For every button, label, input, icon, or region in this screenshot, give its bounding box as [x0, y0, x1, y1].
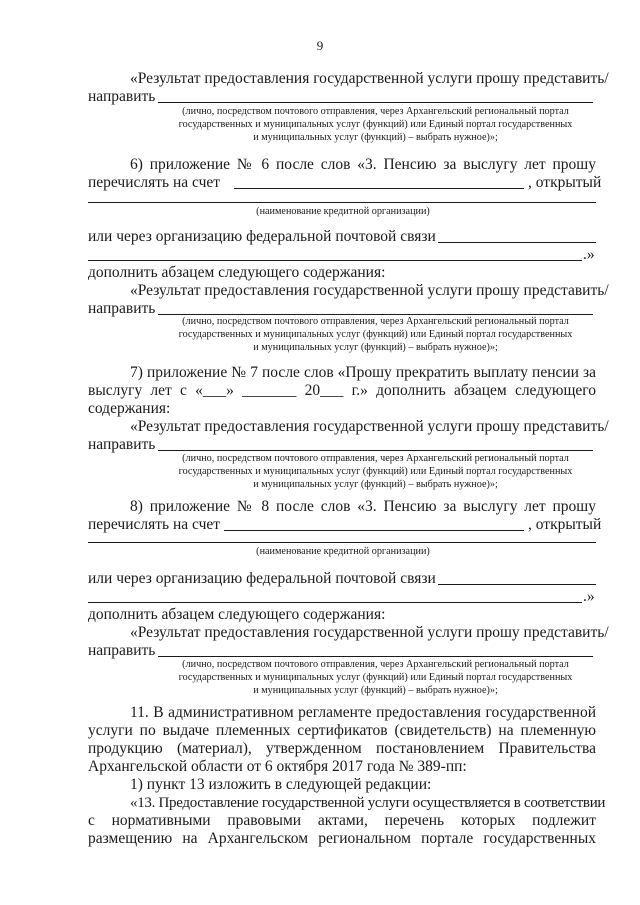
method-note-3: и муниципальных услуг (функций) – выбрать нужное)»; [253, 132, 498, 143]
item7-line-3: содержания: [88, 400, 171, 417]
result-line-2-label: направить [88, 88, 156, 105]
bank-note: (наименование кредитной организации) [256, 206, 430, 217]
method-note-3: и муниципальных услуг (функций) – выбрать нужное)»; [253, 342, 498, 353]
fill-line [158, 656, 593, 657]
account-fill-line [224, 530, 524, 531]
method-note-2: государственных и муниципальных услуг (функций) или Единый портал государственных [178, 329, 573, 340]
item6-line-2-start: перечислять на счет [88, 174, 221, 191]
method-note-3: и муниципальных услуг (функций) – выбрать нужное)»; [253, 685, 498, 696]
item8-line-2-start: перечислять на счет [88, 516, 221, 533]
bank-fill-line [88, 542, 596, 543]
result-line-1: «Результат предоставления государственной услуги прошу представить/ [130, 418, 609, 435]
post-fill-line-2 [88, 602, 582, 603]
add-paragraph: дополнить абзацем следующего содержания: [88, 606, 386, 623]
bank-fill-line [88, 202, 596, 203]
page-number: 9 [316, 38, 324, 53]
result-line-1: «Результат предоставления государственной услуги прошу представить/ [130, 624, 609, 641]
item8-line-1: 8) приложение № 8 после слов «3. Пенсию за выслугу лет прошу [130, 498, 596, 515]
item7-line-1: 7) приложение № 7 после слов «Прошу прекратить выплату пенсии за [130, 364, 596, 381]
method-note-2: государственных и муниципальных услуг (функций) или Единый портал государственных [178, 466, 573, 477]
item11-line-7: с нормативными правовыми актами, перечень которых подлежит [88, 812, 596, 829]
method-note-2: государственных и муниципальных услуг (функций) или Единый портал государственных [178, 672, 573, 683]
closing-quote: .» [583, 246, 595, 263]
add-paragraph: дополнить абзацем следующего содержания: [88, 264, 386, 281]
result-line-2-label: направить [88, 436, 156, 453]
item7-line-2: выслугу лет с «___» _______ 20___ г.» дополнить абзацем следующего [88, 382, 596, 399]
method-note-1: (лично, посредством почтового отправления, через Архангельский региональный портал [182, 316, 569, 327]
post-fill-line-2 [88, 260, 582, 261]
item11-line-2: услуги по выдаче племенных сертификатов (свидетельств) на племенную [88, 722, 596, 739]
item11-line-1: 11. В административном регламенте предоставления государственной [130, 704, 596, 721]
method-note-2: государственных и муниципальных услуг (функций) или Единый портал государственных [178, 119, 573, 130]
item6-line-1: 6) приложение № 6 после слов «3. Пенсию за выслугу лет прошу [130, 156, 596, 173]
post-line: или через организацию федеральной почтовой связи [88, 570, 436, 587]
item8-line-2-end: , открытый [528, 516, 602, 533]
fill-line [158, 450, 593, 451]
result-line-1: «Результат предоставления государственной услуги прошу представить/ [130, 282, 609, 299]
item11-line-8: размещению на Архангельском региональном портале государственных [88, 830, 596, 847]
method-note-3: и муниципальных услуг (функций) – выбрать нужное)»; [253, 479, 498, 490]
method-note-1: (лично, посредством почтового отправления, через Архангельский региональный портал [182, 659, 569, 670]
result-line-2-label: направить [88, 642, 156, 659]
method-note-1: (лично, посредством почтового отправления, через Архангельский региональный портал [182, 106, 569, 117]
method-note-1: (лично, посредством почтового отправления, через Архангельский региональный портал [182, 453, 569, 464]
result-line-1: «Результат предоставления государственной услуги прошу представить/ [130, 70, 609, 87]
fill-line [158, 102, 593, 103]
item11-line-3: продукцию (материал), утвержденном постановлением Правительства [88, 740, 596, 757]
item6-line-2-end: , открытый [528, 174, 602, 191]
post-line: или через организацию федеральной почтовой связи [88, 228, 436, 245]
item11-line-5: 1) пункт 13 изложить в следующей редакции: [130, 776, 432, 793]
post-fill-line [438, 242, 596, 243]
post-fill-line [438, 584, 596, 585]
account-fill-line [234, 188, 524, 189]
fill-line [158, 314, 593, 315]
item11-line-6: «13. Предоставление государственной услуги осуществляется в соответствии [130, 795, 606, 811]
item11-line-4: Архангельской области от 6 октября 2017 года № 389-пп: [88, 758, 467, 775]
bank-note: (наименование кредитной организации) [256, 546, 430, 557]
result-line-2-label: направить [88, 300, 156, 317]
closing-quote: .» [583, 588, 595, 605]
